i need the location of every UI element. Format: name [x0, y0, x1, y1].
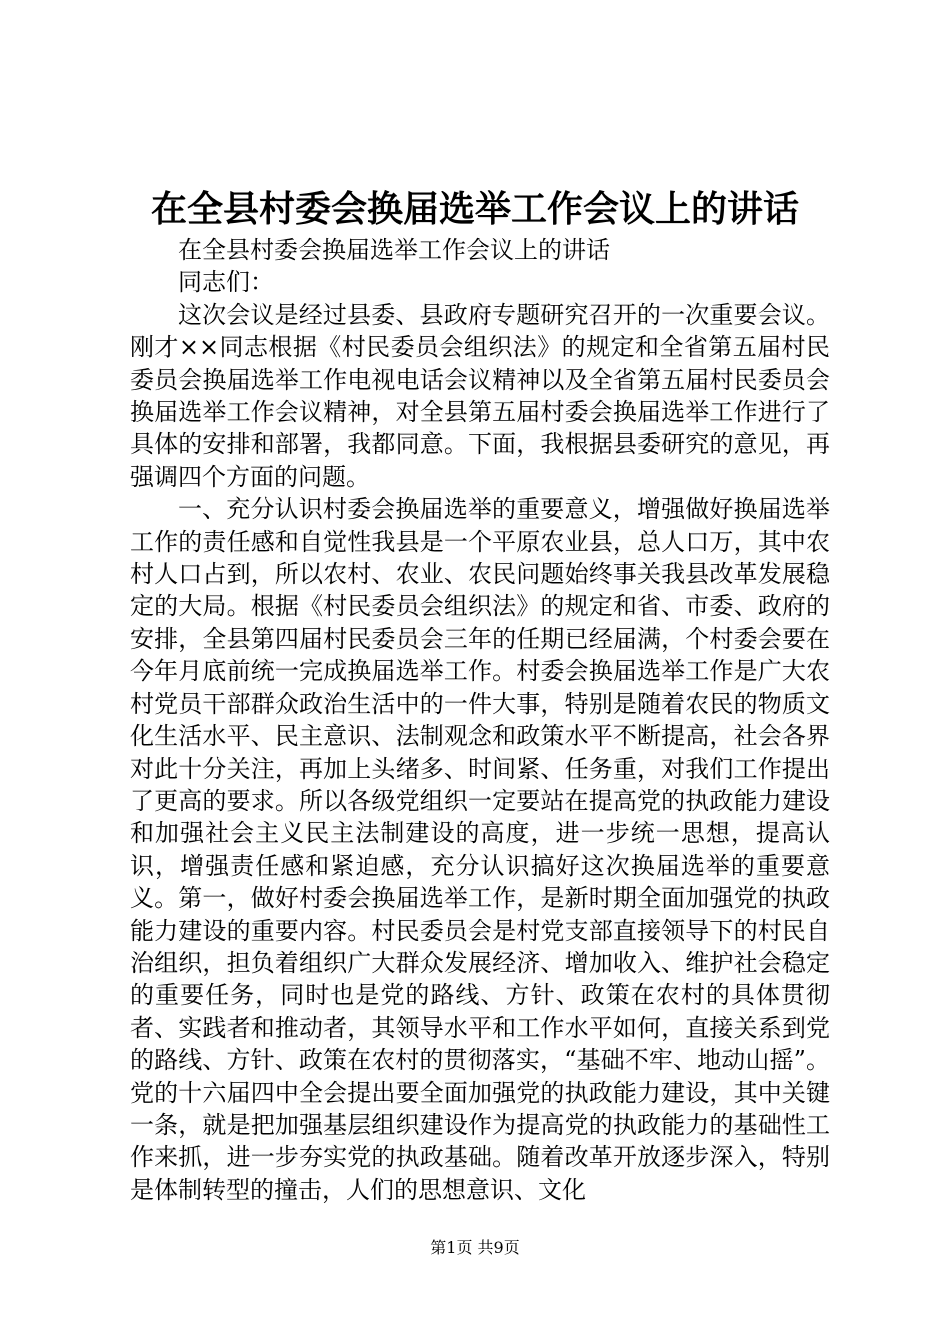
paragraph: 一、充分认识村委会换届选举的重要意义，增强做好换届选举工作的责任感和自觉性我县是一个平原农业县，总人口万，其中农村人口占到，所以农村、农业、农民问题始终事关我县改革发展稳定的大局。根据《村民委员会组织法》的规定和省、市委、政府的安排，全县第四届村民委员会三年的任期已经届满，个村委会要在今年月底前统一完成换届选举工作。村委会换届选举工作是广大农村党员干部群众政治生活中的一件大事，特别是随着农民的物质文化生活水平、民主意识、法制观念和政策水平不断提高，社会各界对此十分关注，再加上头绪多、时间紧、任务重，对我们工作提出了更高的要求。所以各级党组织一定要站在提高党的执政能力建设和加强社会主义民主法制建设的高度，进一步统一思想，提高认识，增强责任感和紧迫感，充分认识搞好这次换届选举的重要意义。第一，做好村委会换届选举工作，是新时期全面加强党的执政能力建设的重要内容。村民委员会是村党支部直接领导下的村民自治组织，担负着组织广大群众发展经济、增加收入、维护社会稳定的重要任务，同时也是党的路线、方针、政策在农村的具体贯彻者、实践者和推动者，其领导水平和工作水平如何，直接关系到党的路线、方针、政策在农村的贯彻落实，“基础不牢、地动山摇”。党的十六届四中全会提出要全面加强党的执政能力建设，其中关键一条，就是把加强基层组织建设作为提高党的执政能力的基础性工作来抓，进一步夯实党的执政基础。随着改革开放逐步深入，特别是体制转型的撞击，人们的思想意识、文化 [130, 495, 830, 1204]
document-subtitle: 在全县村委会换届选举工作会议上的讲话 [178, 236, 610, 264]
document-title: 在全县村委会换届选举工作会议上的讲话 [150, 188, 799, 230]
paragraph: 这次会议是经过县委、县政府专题研究召开的一次重要会议。刚才××同志根据《村民委员会组织法》的规定和全省第五届村民委员会换届选举工作电视电话会议精神以及全省第五届村民委员会换届选举工作会议精神，对全县第五届村委会换届选举工作进行了具体的安排和部署，我都同意。下面，我根据县委研究的意见，再强调四个方面的问题。 [130, 300, 830, 491]
salutation: 同志们： [178, 268, 274, 297]
document-body [130, 234, 830, 1206]
page-footer: 第1页 共9页 [430, 1238, 520, 1257]
